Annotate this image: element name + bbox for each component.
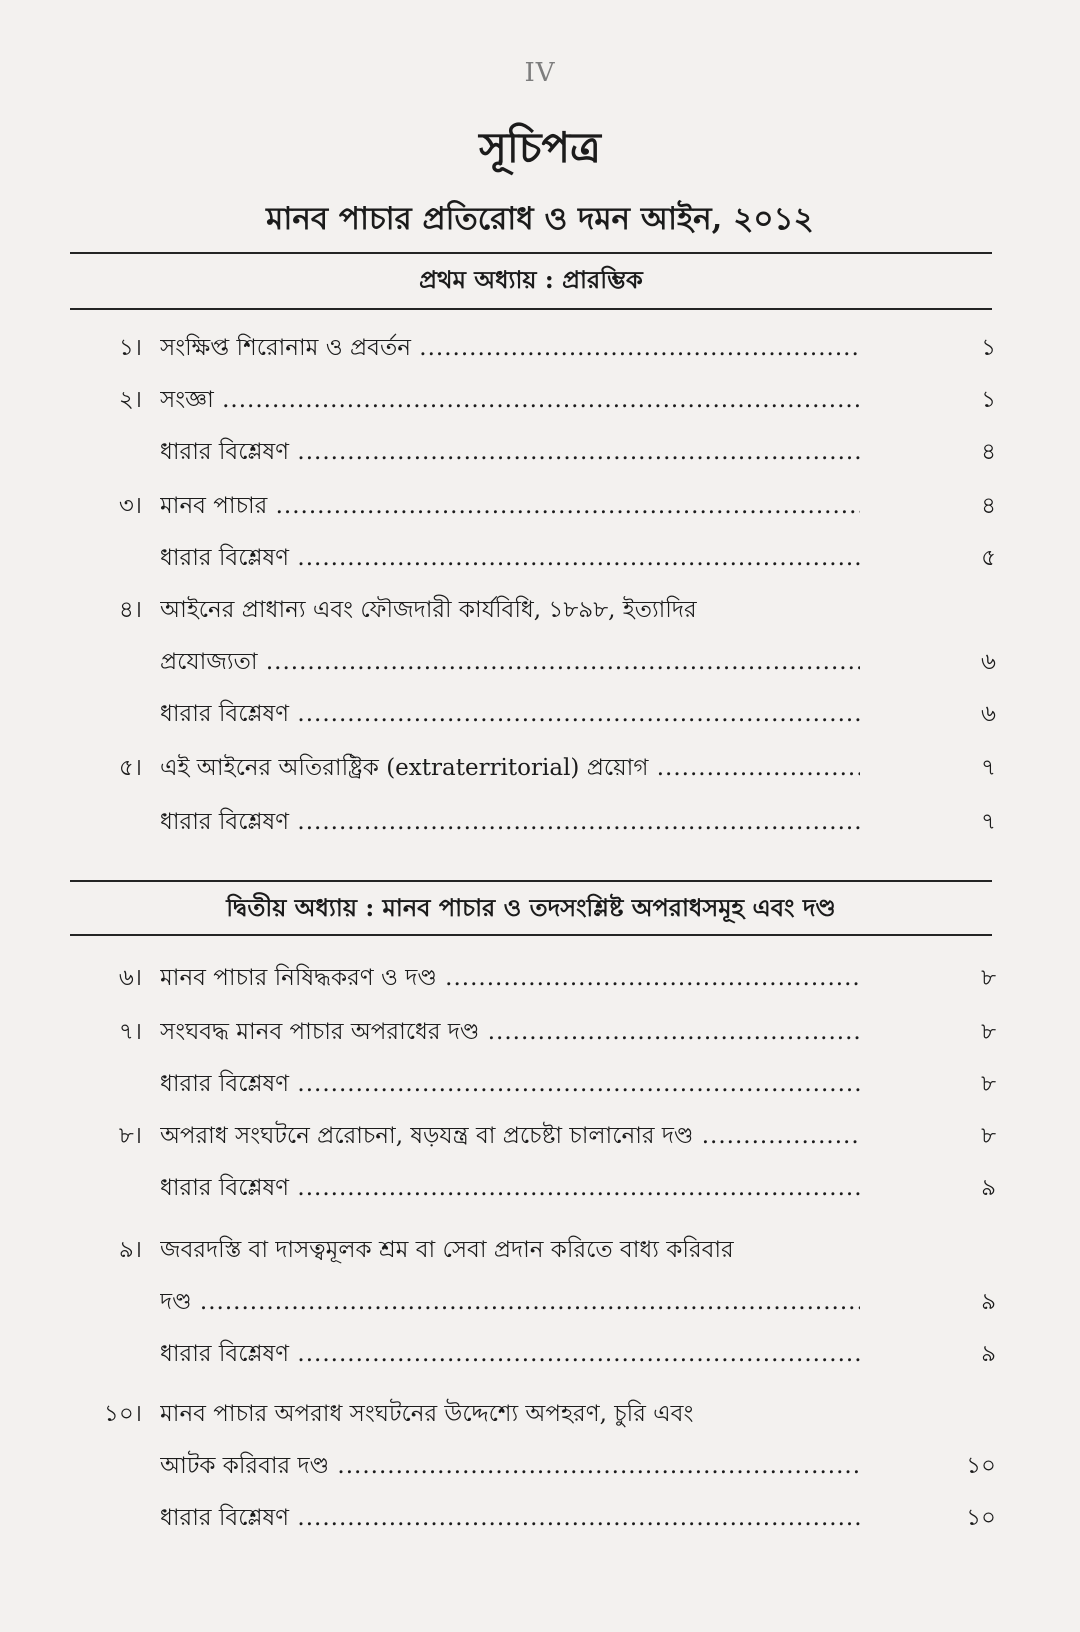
page-number: IV (524, 58, 556, 88)
toc-entry[interactable] (78, 1398, 996, 1450)
toc-entry[interactable] (78, 1172, 996, 1224)
toc-entry-page: ৭ (981, 755, 996, 781)
toc-entry-title: ধারার বিশ্লেষণ ..... (160, 1068, 860, 1100)
toc-entry-title: ধারার বিশ্লেষণ ..... (160, 436, 860, 468)
toc-entry-title: জবরদস্তি বা দাসত্বমূলক শ্রম বা সেবা প্রদান করিতে বাধ্য করিবার (160, 1237, 734, 1263)
act-title: মানব পাচার প্রতিরোধ ও দমন আইন, ২০১২ (266, 201, 814, 237)
toc-entry[interactable] (78, 1286, 996, 1338)
toc-entry-number: ৭। (118, 1019, 142, 1045)
toc-entry-page: ৫ (981, 545, 996, 571)
toc-entry-number: ৪। (118, 597, 142, 623)
toc-entry-page: ১ (981, 387, 996, 413)
toc-entry[interactable] (78, 752, 996, 804)
toc-entry[interactable] (78, 1016, 996, 1068)
toc-entry-title: ধারার বিশ্লেষণ ..... (160, 806, 860, 838)
toc-entry-title: সংক্ষিপ্ত শিরোনাম ও প্রবর্তন ..... (160, 332, 860, 364)
toc-entry-page: ৮ (981, 1019, 996, 1045)
toc-entry-title: সংঘবদ্ধ মানব পাচার অপরাধের দণ্ড ..... (160, 1016, 860, 1048)
toc-entry-title: মানব পাচার ..... (160, 490, 860, 522)
toc-entry-page: ৮ (981, 965, 996, 991)
toc-entry-title: ধারার বিশ্লেষণ ..... (160, 698, 860, 730)
toc-entry[interactable] (78, 1450, 996, 1502)
toc-entry-page: ৬ (981, 649, 996, 675)
toc-entry-page: ৪ (981, 439, 996, 465)
rule-chapter-2-top (70, 880, 992, 882)
toc-entry-number: ৯। (118, 1237, 142, 1263)
toc-entry-number: ৫। (118, 755, 142, 781)
chapter-heading-1: প্রথম অধ্যায় : প্রারম্ভিক (419, 265, 643, 294)
toc-entry-number: ৬। (118, 965, 142, 991)
toc-entry[interactable] (78, 646, 996, 698)
toc-entry-page: ৮ (981, 1071, 996, 1097)
toc-entry-title: মানব পাচার অপরাধ সংঘটনের উদ্দেশ্যে অপহরণ, চুরি এবং (160, 1401, 694, 1427)
toc-entry-number: ১০। (103, 1401, 142, 1427)
toc-entry-title: ধারার বিশ্লেষণ ..... (160, 1502, 860, 1534)
toc-entry-page: ৯ (981, 1341, 996, 1367)
toc-entry-page: ১ (981, 335, 996, 361)
toc-entry-page: ৪ (981, 493, 996, 519)
toc-entry-title: অপরাধ সংঘটনে প্ররোচনা, ষড়যন্ত্র বা প্রচেষ্টা চালানোর দণ্ড ..... (160, 1120, 860, 1152)
rule-chapter-1 (70, 308, 992, 310)
toc-entry-page: ৮ (981, 1123, 996, 1149)
toc-entry[interactable] (78, 384, 996, 436)
toc-entry[interactable] (78, 332, 996, 384)
rule-chapter-2-bottom (70, 934, 992, 936)
toc-entry-title: ধারার বিশ্লেষণ ..... (160, 1338, 860, 1370)
toc-entry[interactable] (78, 1068, 996, 1120)
toc-entry-page: ৯ (981, 1175, 996, 1201)
toc-entry[interactable] (78, 1234, 996, 1286)
toc-entry[interactable] (78, 698, 996, 750)
toc-entry-title: এই আইনের অতিরাষ্ট্রিক (extraterritorial) প্রয়োগ ..... (160, 752, 860, 784)
toc-entry-page: ১০ (966, 1505, 996, 1531)
toc-entry-page: ৭ (981, 809, 996, 835)
toc-entry-title: মানব পাচার নিষিদ্ধকরণ ও দণ্ড ..... (160, 962, 860, 994)
toc-entry[interactable] (78, 490, 996, 542)
toc-entry-number: ১। (118, 335, 142, 361)
toc-entry[interactable] (78, 1502, 996, 1554)
toc-entry-page: ৬ (981, 701, 996, 727)
toc-entry-title: আইনের প্রাধান্য এবং ফৌজদারী কার্যবিধি, ১৮৯৮, ইত্যাদির (160, 597, 697, 623)
toc-entry[interactable] (78, 436, 996, 488)
toc-entry-page: ১০ (966, 1453, 996, 1479)
toc-entry[interactable] (78, 1338, 996, 1390)
toc-entry-number: ৩। (118, 493, 142, 519)
toc-entry-title: ধারার বিশ্লেষণ ..... (160, 1172, 860, 1204)
toc-entry-page: ৯ (981, 1289, 996, 1315)
toc-entry[interactable] (78, 962, 996, 1014)
toc-entry[interactable] (78, 594, 996, 646)
main-title: সূচিপত্র (479, 123, 601, 172)
toc-entry-title: আটক করিবার দণ্ড ..... (160, 1450, 860, 1482)
toc-entry-title: ধারার বিশ্লেষণ ..... (160, 542, 860, 574)
toc-entry[interactable] (78, 542, 996, 594)
toc-entry-title: প্রযোজ্যতা ..... (160, 646, 860, 678)
toc-entry-number: ৮। (118, 1123, 142, 1149)
rule-top (70, 252, 992, 254)
toc-entry-number: ২। (118, 387, 142, 413)
toc-entry[interactable] (78, 1120, 996, 1172)
toc-entry-title: দণ্ড ..... (160, 1286, 860, 1318)
toc-entry-title: সংজ্ঞা ..... (160, 384, 860, 416)
toc-entry[interactable] (78, 806, 996, 858)
chapter-heading-2: দ্বিতীয় অধ্যায় : মানব পাচার ও তদসংশ্লিষ্ট অপরাধসমূহ এবং দণ্ড (226, 893, 836, 922)
